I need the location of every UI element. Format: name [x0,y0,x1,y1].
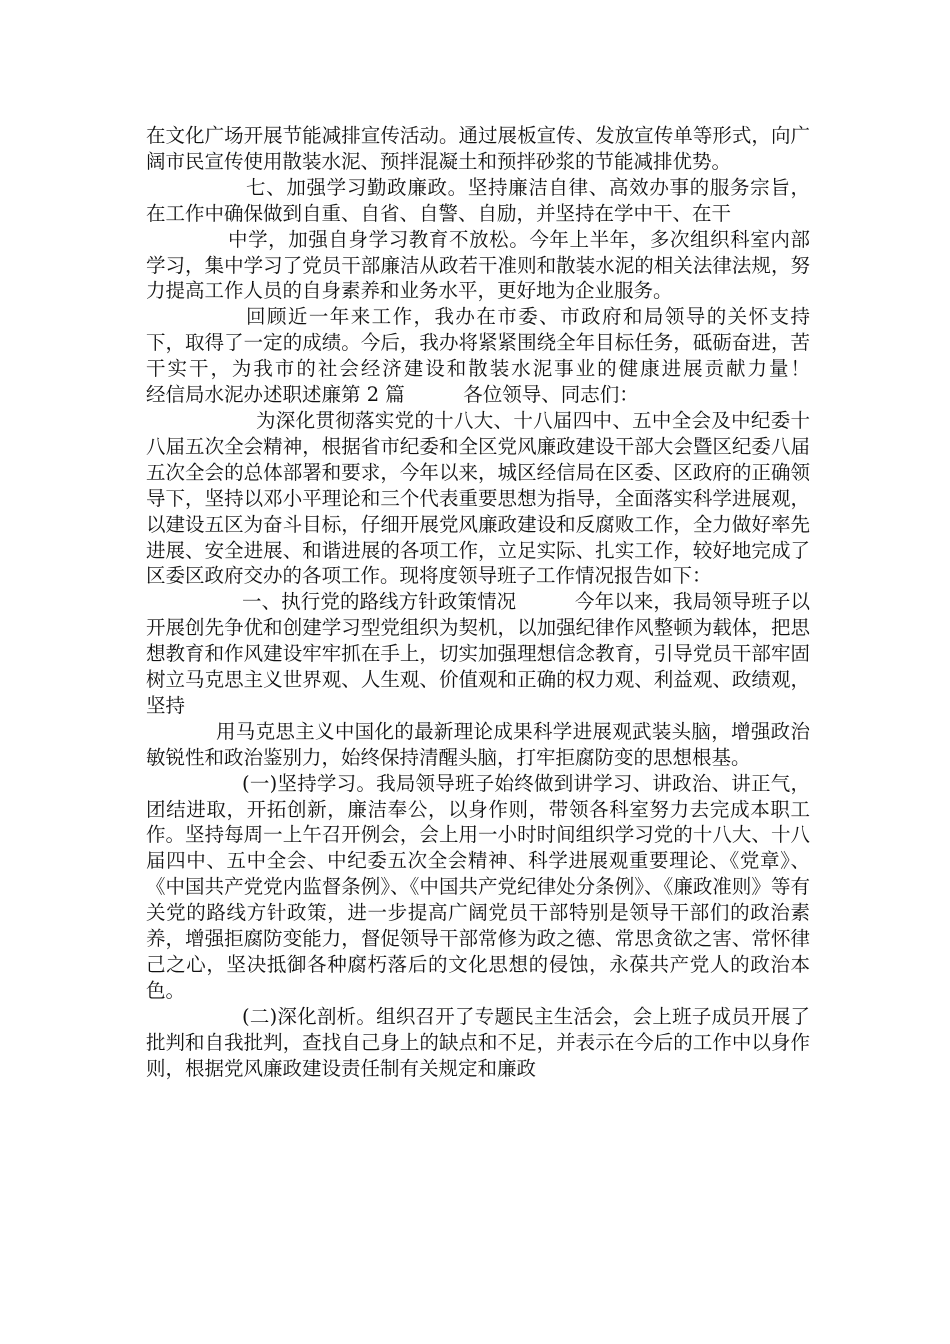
paragraph-deep-analysis: (二)深化剖析。组织召开了专题民主生活会，会上班子成员开展了批判和自我批判，查找自己身上的缺点和不足，并表示在今后的工作中以身作则，根据党风廉政建设责任制有关规定和廉政 [146,1004,810,1080]
paragraph-theory-armed: 用马克思主义中国化的最新理论成果科学进展观武装头脑，增强政治敏锐性和政治鉴别力，始终保持清醒头脑，打牢拒腐防变的思想根基。 [146,719,810,769]
paragraph-review: 回顾近一年来工作，我办在市委、市政府和局领导的关怀支持下，取得了一定的成绩。今后，我办将紧紧围绕全年目标任务，砥砺奋进，苦干实干，为我市的社会经济建设和散装水泥事业的健康进展贡献力量！ 经信局水泥办述职述廉第 2 篇 各位领导、同志们： [146,305,869,407]
paragraph-section-seven: 七、加强学习勤政廉政。坚持廉洁自律、高效办事的服务宗旨，在工作中确保做到自重、自省、自警、自励，并坚持在学中干、在干 [146,175,810,225]
paragraph-study-continued: 中学，加强自身学习教育不放松。今年上半年，多次组织科室内部学习，集中学习了党员干部廉洁从政若干准则和散装水泥的相关法律法规，努力提高工作人员的自身素养和业务水平，更好地为企业服务。 [146,227,810,303]
document-body [146,123,869,1082]
paragraph-section-one: 一、执行党的路线方针政策情况 今年以来，我局领导班子以开展创先争优和创建学习型党组织为契机，以加强纪律作风整顿为载体，把思想教育和作风建设牢牢抓在手上，切实加强理想信念教育，引导党员干部牢固树立马克思主义世界观、人生观、价值观和正确的权力观、利益观、政绩观，坚持 [146,590,810,717]
paragraph-persist-study: (一)坚持学习。我局领导班子始终做到讲学习、讲政治、讲正气，团结进取，开拓创新，廉洁奉公，以身作则，带领各科室努力去完成本职工作。坚持每周一上午召开例会，会上用一小时时间组织学习党的十八大、十八届四中、五中全会、中纪委五次全会精神、科学进展观重要理论、《党章》、《中国共产党党内监督条例》、《中国共产党纪律处分条例》、《廉政准则》等有关党的路线方针政策，进一步提高广阔党员干部特别是领导干部们的政治素养，增强拒腐防变能力，督促领导干部常修为政之德、常思贪欲之害、常怀律己之心，坚决抵御各种腐朽落后的文化思想的侵蚀，永葆共产党人的政治本色。 [146,771,810,1002]
paragraph-intro-report: 为深化贯彻落实党的十八大、十八届四中、五中全会及中纪委十八届五次全会精神，根据省市纪委和全区党风廉政建设干部大会暨区纪委八届五次全会的总体部署和要求，今年以来，城区经信局在区委、区政府的正确领导下，坚持以邓小平理论和三个代表重要思想为指导，全面落实科学进展观，以建设五区为奋斗目标，仔细开展党风廉政建设和反腐败工作，全力做好率先进展、安全进展、和谐进展的各项工作，立足实际、扎实工作，较好地完成了区委区政府交办的各项工作。现将度领导班子工作情况报告如下： [146,408,810,588]
paragraph-energy-campaign: 在文化广场开展节能减排宣传活动。通过展板宣传、发放宣传单等形式，向广阔市民宣传使用散装水泥、预拌混凝土和预拌砂浆的节能减排优势。 [146,124,810,173]
